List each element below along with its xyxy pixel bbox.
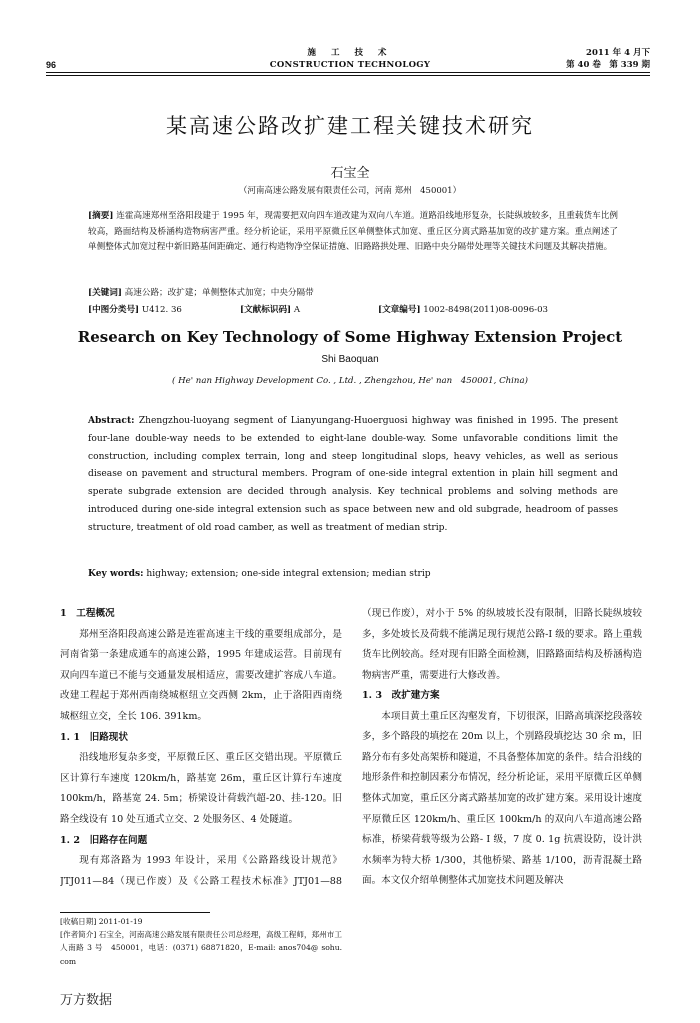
doc-code-label: [文献标识码] <box>240 305 292 315</box>
journal-name-en: CONSTRUCTION TECHNOLOGY <box>269 60 431 70</box>
keywords-en <box>88 566 618 582</box>
clc <box>88 303 182 318</box>
title-en: Research on Key Technology of Some Highway Extension Project <box>77 328 623 346</box>
journal-name-cn: 施 工 技 术 <box>307 48 393 58</box>
watermark: 万方数据 <box>60 993 113 1008</box>
abstract-en-text: Zhengzhou-luoyang segment of Lianyungang-Huoerguosi highway was finished in 1995. The present four-lane double-way needs to be extended to eight-lane double-way. Some unfavorable conditions limit the construction, including complex terrain, long and steep longitudinal slops, heavy vehicles, as well as serious disease on pavement and structural members. Program of one-side integral extention in plain hill segment and sperate subgrade extension are decided through analysis. Key technical problems and solving methods are introduced during one-side integral extension such as space between new and old subgrade, headroom of passes structure, treatment of old road camber, as well as treatment of median strip. <box>88 416 618 533</box>
abstract-en-label: Abstract: <box>88 415 135 426</box>
footnote <box>60 915 342 968</box>
affiliation-en: ( He' nan Highway Development Co. , Ltd. , Zhengzhou, He' nan 450001, China) <box>172 376 528 386</box>
paragraph: 本项目黄土重丘区沟壑发育，下切很深，旧路高填深挖段落较多，多个路段的填挖在 20m 以上，个别路段填挖达 30 余 m，旧路分布有多处高架桥和隧道，不具备整体加宽的条件。结合沿线的地形条件和控制因素分布情况，经分析论证，采用平原微丘区单侧整体式加宽，重丘区分离式路基加宽的改扩建方案。采用设计速度平原微丘区 120km/h、重丘区 100km/h 的双向八车道高速公路标准，桥梁荷载等级为公路- I 级，7 度 0. 1g 抗震设防，设计洪水频率为特大桥 1/300，其他桥梁、路基 1/100，沥青混凝土路面。本文仅介绍单侧整体式加宽技术问题及解决 <box>362 710 642 887</box>
doc-code-value: A <box>293 305 301 315</box>
paragraph-continued <box>362 604 642 686</box>
section-heading: 1. 2 旧路存在问题 <box>60 834 148 846</box>
footnote-rule <box>60 912 210 913</box>
article-no-value: 1002-8498(2011)08-0096-03 <box>423 305 549 315</box>
keywords-en-text: highway; extension; one-side integral extension; median strip <box>146 569 431 579</box>
section-heading: 1 工程概况 <box>60 608 115 619</box>
author-cn: 石宝全 <box>330 166 370 181</box>
keywords-cn-label: [关键词] <box>88 288 122 298</box>
paragraph: 沿线地形复杂多变，平原微丘区、重丘区交错出现。平原微丘区计算行车速度 120km/h，路基宽 26m，重丘区计算行车速度 100km/h，路基宽 24. 5m；桥梁设计荷载汽超-20、挂-120。旧路全线设有 10 处互通式立交、2 处服务区、4 处隧道。 <box>60 752 342 825</box>
body-right-column <box>362 604 642 892</box>
issue-volume: 第 40 卷 第 339 期 <box>566 60 650 70</box>
title-cn: 某高速公路改扩建工程关键技术研究 <box>166 114 534 138</box>
header-rule-thin <box>46 75 650 76</box>
paragraph: 现有郑洛路为 1993 年设计，采用《公路路线设计规范》JTJ011—84（现已作废）及《公路工程技术标准》JTJ01—88 <box>60 855 342 887</box>
affiliation-cn: （河南高速公路发展有限责任公司，河南 郑州 450001） <box>238 186 462 196</box>
clc-label: [中图分类号] <box>88 305 140 315</box>
doc-code <box>240 303 300 318</box>
paragraph-continued-text: （现已作废），对小于 5% 的纵坡坡长没有限制，旧路长陡纵坡较多，多处坡长及荷载不能满足现行规范公路-I 级的要求。路上重载货车比例较高。经对现有旧路全面检测，旧路路面结构及桥涵构造物病害严重，需要进行大修改善。 <box>362 608 642 681</box>
keywords-cn <box>88 286 618 301</box>
keywords-cn-text: 高速公路；改扩建；单侧整体式加宽；中央分隔带 <box>124 288 314 298</box>
article-no-label: [文章编号] <box>378 305 421 315</box>
issue-info <box>566 47 650 71</box>
header-rule <box>46 72 650 73</box>
abstract-cn-label: [摘要] <box>88 211 114 221</box>
journal-name <box>250 47 450 71</box>
body-left-column <box>60 604 342 892</box>
author-en: Shi Baoquan <box>321 354 379 365</box>
article-no <box>378 303 548 318</box>
issue-date: 2011 年 4 月下 <box>586 48 650 58</box>
abstract-en <box>88 412 618 538</box>
abstract-cn-text: 连霍高速郑州至洛阳段建于 1995 年，现需要把双向四车道改建为双向八车道。道路沿线地形复杂，长陡纵坡较多，且重载货车比例较高，路面结构及桥涵构造物病害严重。经分析论证，采用平原微丘区单侧整体式加宽、重丘区分离式路基加宽的改扩建方案。重点阐述了单侧整体式加宽过程中新旧路基间距确定、通行构造物净空保证措施、旧路路拱处理、旧路中央分隔带处理等关键技术问题及其解决措施。 <box>88 211 618 253</box>
abstract-cn <box>88 209 618 256</box>
section-heading: 1. 3 改扩建方案 <box>362 690 440 701</box>
keywords-en-label: Key words: <box>88 568 144 579</box>
section-heading: 1. 1 旧路现状 <box>60 731 128 743</box>
footnote-author-bio: [作者简介] 石宝全，河南高速公路发展有限责任公司总经理，高级工程师，郑州市工人南路 3 号 450001，电话：(0371) 68871820，E-mail: anos704@ sohu. com <box>60 930 342 966</box>
clc-value: U412. 36 <box>141 305 182 315</box>
page-number: 96 <box>46 60 57 70</box>
paragraph: 郑州至洛阳段高速公路是连霍高速主干线的重要组成部分，是河南省第一条建成通车的高速公路，1995 年建成运营。目前现有双向四车道已不能与交通量发展相适应，需要改建扩容成八车道。改建工程起于郑州西南绕城枢纽立交西侧 2km，止于洛阳西南绕城枢纽立交，全长 106. 391km。 <box>60 628 342 722</box>
footnote-received: [收稿日期] 2011-01-19 <box>60 917 143 926</box>
